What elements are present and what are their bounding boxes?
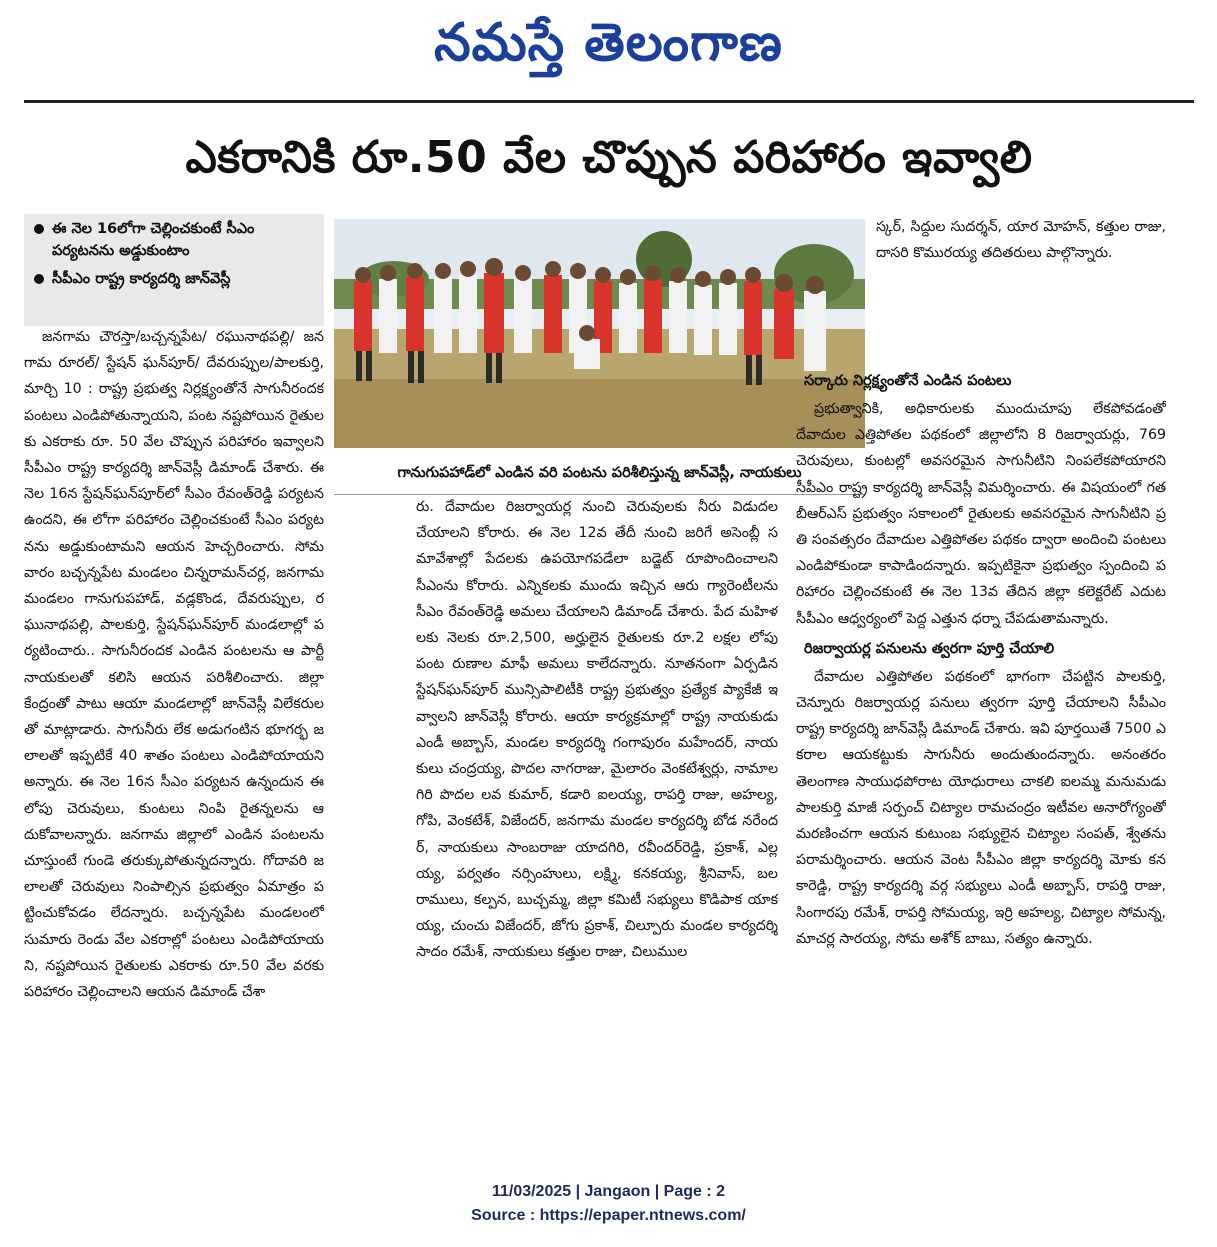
photo-illustration (334, 219, 865, 448)
article-paragraph: దేవాదుల ఎత్తిపోతల పథకంలో భాగంగా చేపట్టిన పాలకుర్తి, చెన్నూరు రిజర్వాయర్ల పనులు త్వరగా పూర్తి చేయాలని సీపీఎం రాష్ట్ర కార్యదర్శి జాన్‌వెస్లీ డిమాండ్ చేశారు. ఇవి పూర్తయితే 7500 ఎకరాల ఆయకట్టుకు సాగునీరు అందుతుందన్నారు. అనంతరం తెలంగాణ సాయుధపోరాట యోధురాలు చాకలి ఐలమ్మ మనుమడు పాలకుర్తి మాజీ సర్పంచ్ చిట్యాల రామచంద్రం ఇటీవల అనారోగ్యంతో మరణించగా ఆయన కుటుంబ సభ్యులైన చిట్యాల సంపత్, శ్వేతను పరామర్శించారు. ఆయన వెంట సీపీఎం జిల్లా కార్యదర్శి మోకు కనకారెడ్డి, రాష్ట్ర కార్యదర్శి వర్గ సభ్యులు ఎండీ అబ్బాస్, రాపర్తి రాజు, సింగారపు రమేశ్, రాపర్తి సోమయ్య, ఇర్రి అహల్య, చిట్యాల సోమన్న, మాచర్ల సారయ్య, సోమ అశోక్ బాబు, సత్యం ఉన్నారు. (796, 668, 1166, 947)
article-column-3-top (876, 214, 1166, 364)
highlights-box (24, 214, 324, 326)
highlight-text: ఈ నెల 16లోగా చెల్లించకుంటే సీఎం పర్యటనను అడ్డుకుంటాం (52, 221, 255, 259)
article-column-3 (796, 364, 1166, 1118)
article-paragraph: జనగామ చౌరస్తా/బచ్చన్నపేట/ రఘునాథపల్లి/ జనగామ రూరల్/ స్టేషన్ ఘన్‌పూర్/ దేవరుప్పుల/పాలకుర్తి, మార్చి 10 : రాష్ట్ర ప్రభుత్వ నిర్లక్ష్యంతోనే సాగునీరందక పంటలు ఎండిపోతున్నాయని, పంట నష్టపోయిన రైతులకు ఎకరాకు రూ. 50 వేల చొప్పున పరిహారం ఇవ్వాలని సీపీఎం రాష్ట్ర కార్యదర్శి జాన్‌వెస్లీ డిమాండ్ చేశారు. ఈ నెల 16న స్టేషన్‌ఘన్‌పూర్‌లో సీఎం రేవంత్‌రెడ్డి పర్యటన ఉందని, ఈ లోగా పరిహారం చెల్లించకుంటే సీఎం పర్యటనను అడ్డుకుంటామని ఆయన హెచ్చరించారు. సోమవారం బచ్చన్నపేట మండలం చిన్నరామన్‌చర్ల, జనగామ మండలం గానుగుపహాడ్, వడ్లకొండ, దేవరుప్పుల, రఘునాథపల్లి, పాలకుర్తి, స్టేషన్‌ఘన్‌పూర్ మండలాల్లో పర్యటించారు.. సాగునీరందక ఎండిన పంటలను ఆ పార్టీ నాయకులతో కలిసి ఆయన పరిశీలించారు. జిల్లా కేంద్రంతో పాటు ఆయా మండలాల్లో జాన్‌వెస్లీ విలేకరులతో మాట్లాడారు. సాగునీరు లేక అడుగంటిన భూగర్భ జలాలతో ఇప్పటికే 40 శాతం పంటలు ఎండిపోయాయని అన్నారు. ఈ నెల 16న సీఎం పర్యటన ఉన్నందున ఈలోపు చెరువులు, కుంటలు నింపి రైతన్నలను ఆదుకోవాలన్నారు. జనగామ జిల్లాలో ఎండిన పంటలను చూస్తుంటే గుండె తరుక్కుపోతున్నదన్నారు. గోదావరి జలాలతో చెరువులు నింపాల్సిన ప్రభుత్వం ఏమాత్రం పట్టించుకోవడం లేదన్నారు. బచ్చన్నపేట మండలంలో సుమారు రెండు వేల ఎకరాల్లో పంటలు ఎండిపోయాయని, నష్టపోయిన రైతులకు ఎకరాకు రూ.50 వేల వరకు పరిహారం చెల్లించాలని ఆయన డిమాండ్ చేశా (24, 329, 324, 1001)
footer (0, 1180, 1217, 1228)
article-paragraph: రు. దేవాదుల రిజర్వాయర్ల నుంచి చెరువులకు నీరు విడుదల చేయాలని కోరారు. ఈ నెల 12వ తేదీ నుంచి జరిగే అసెంబ్లీ సమావేశాల్లో పేదలకు ఉపయోగపడేలా బడ్జెట్ రూపొందించాలని సీఎంను కోరారు. ఎన్నికలకు ముందు ఇచ్చిన ఆరు గ్యారెంటీలను సీఎం రేవంత్‌రెడ్డి అమలు చేయాలని డిమాండ్ చేశారు. పేద మహిళలకు నెలకు రూ.2,500, అర్హులైన రైతులకు రూ.2 లక్షల లోపు పంట రుణాల మాఫీ అమలు కాలేదన్నారు. నూతనంగా ఏర్పడిన స్టేషన్‌ఘన్‌పూర్ మున్సిపాలిటీకి రాష్ట్ర ప్రభుత్వం ప్రత్యేక ప్యాకేజీ ఇవ్వాలని జాన్‌వెస్లీ కోరారు. ఆయా కార్యక్రమాల్లో రాష్ట్ర నాయకుడు ఎండీ అబ్బాస్, మండల కార్యదర్శి గంగాపురం మహేందర్, నాయకులు చంద్రయ్య, పొదల నాగరాజు, మైలారం వెంకటేశ్వర్లు, నామాల గిరి పొదల లవ కుమార్, కడారి ఐలయ్య, రాపర్తి రాజు, అహల్య, గోపి, వెంకటేశ్, విజేందర్, జనగామ మండల కార్యదర్శి బోడ నరేందర్, నాయకులు సాంబరాజు యాదగిరి, రవీందర్‌రెడ్డి, ప్రకాశ్, ఎల్లయ్య, పర్వతం నర్సింహులు, లక్ష్మి, కనకయ్య, శ్రీనివాస్, బలరాములు, కల్పన, బుచ్చమ్మ, జిల్లా కమిటీ సభ్యులు కొడిపాక యాకయ్య, చుంచు విజేందర్, జోగు ప్రకాశ్, చిల్పూరు మండల కార్యదర్శి సాదం రమేశ్, నాయకులు కత్తుల రాజు, చిలుముల (416, 499, 778, 961)
article-paragraph: ప్రభుత్వానికి, అధికారులకు ముందుచూపు లేకపోవడంతో దేవాదుల ఎత్తిపోతల పథకంలో జిల్లాలోని 8 రిజర్వాయర్లు, 769 చెరువులు, కుంటల్లో అవసరమైన సాగునీటిని నింపలేకపోయారని సీపీఎం రాష్ట్ర కార్యదర్శి జాన్‌వెస్లీ విమర్శించారు. ఈ విషయంలో గత బీఆర్ఎస్ ప్రభుత్వం సకాలంలో రైతులకు అవసరమైన సాగునీటిని ప్రతి సంవత్సరం దేవాదుల ఎత్తిపోతల పథకం ద్వారా అందించి పంటలు ఎండిపోకుండా కాపాడిందన్నారు. ఇప్పటికైనా ప్రభుత్వం స్పందించి పరిహారం చెల్లించకుంటే ఈ నెల 13వ తేదిన జిల్లా కలెక్టరేట్ ఎదుట సీపీఎం ఆధ్వర్యంలో పెద్ద ఎత్తున ధర్నా చేపడుతామన్నారు. (796, 401, 1166, 627)
bullet-icon (34, 224, 44, 234)
highlight-item (30, 218, 318, 262)
subheading: రిజర్వాయర్ల పనులను త్వరగా పూర్తి చేయాలి (804, 640, 1055, 657)
article-column-1 (24, 324, 324, 1118)
news-photo (334, 219, 865, 448)
bullet-icon (34, 274, 44, 284)
headline: ఎకరానికి రూ.50 వేల చొప్పున పరిహారం ఇవ్వాలి (185, 132, 1033, 183)
subheading: సర్కారు నిర్లక్ష్యంతోనే ఎండిన పంటలు (804, 373, 1012, 389)
footer-date-line: 11/03/2025 | Jangaon | Page : 2 (491, 1183, 726, 1200)
masthead-rule (24, 100, 1194, 103)
masthead-title: నమస్తే తెలంగాణ (434, 12, 783, 73)
photo-caption: గానుగుపహాడ్‌లో ఎండిన వరి పంటను పరిశీలిస్తున్న జాన్‌వెస్లీ, నాయకులు (334, 452, 865, 495)
article-column-2 (416, 494, 778, 1118)
highlight-item (30, 268, 318, 290)
footer-source-line: Source : https://epaper.ntnews.com/ (471, 1207, 746, 1224)
article-paragraph: స్కర్, సిద్దుల సుదర్శన్, యార మోహన్, కత్తుల రాజు, దాసరి కొమురయ్య తదితరులు పాల్గొన్నారు. (876, 219, 1166, 262)
highlight-text: సీపీఎం రాష్ట్ర కార్యదర్శి జాన్‌వెస్లీ (52, 271, 231, 287)
